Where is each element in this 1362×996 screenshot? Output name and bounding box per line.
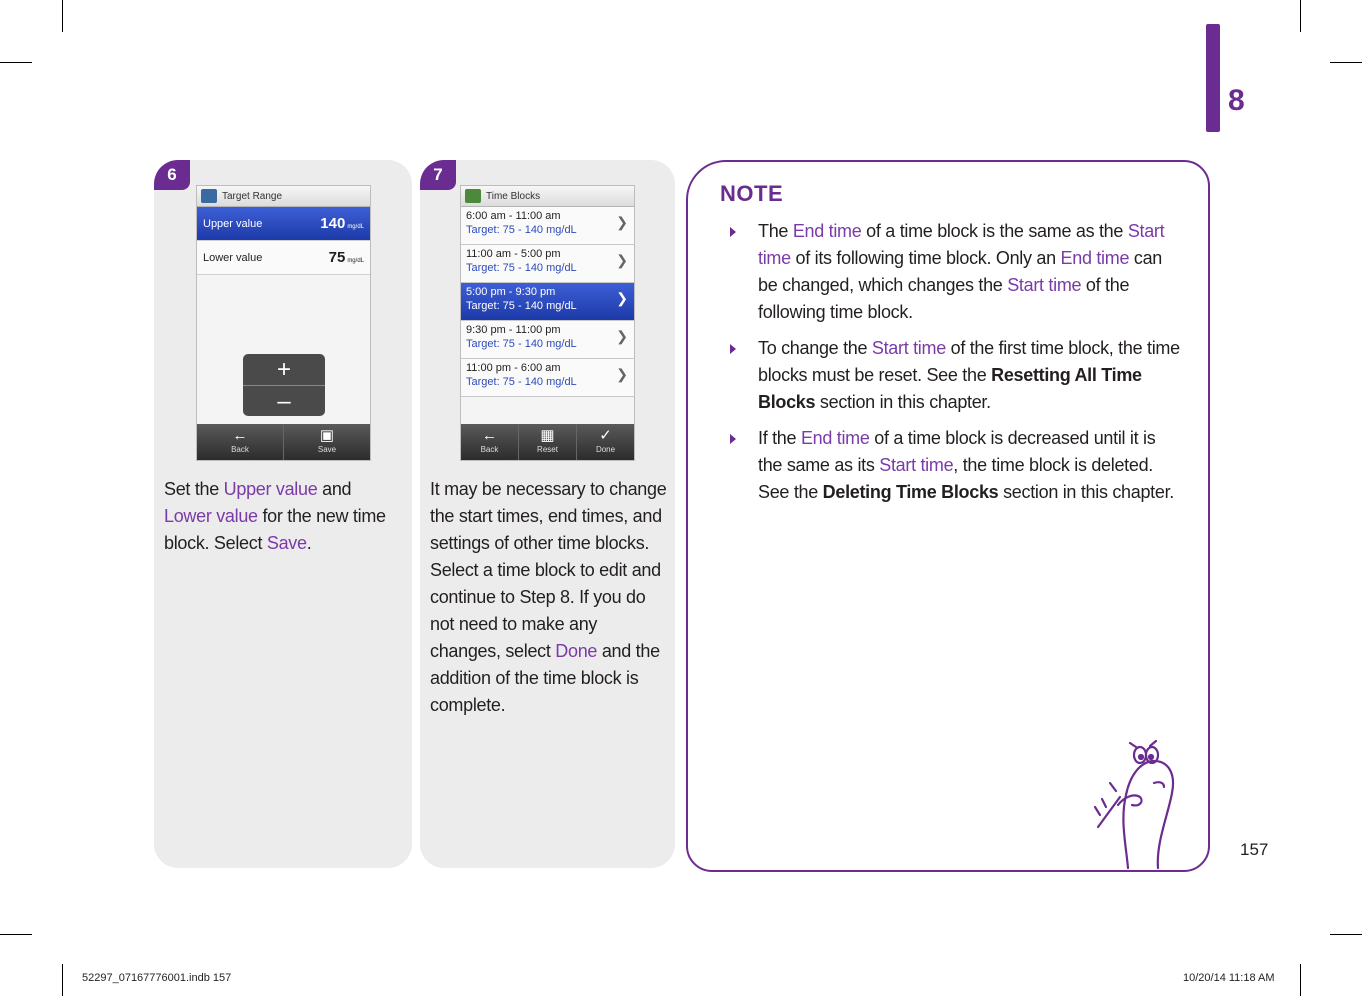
save-button[interactable]	[284, 424, 370, 460]
step-badge: 7	[420, 160, 456, 190]
chevron-right-icon: ❯	[616, 290, 628, 306]
text-run: of a time block is decreased until it is the same as its	[758, 428, 1156, 475]
lower-value: 75	[328, 249, 346, 266]
time-blocks-icon	[465, 189, 481, 203]
screen-header	[461, 186, 634, 207]
text-run: , the time block is deleted. See the	[758, 455, 1154, 502]
crop-mark	[1300, 964, 1301, 996]
text-run: and	[317, 479, 352, 499]
time-range: 11:00 am - 5:00 pm	[466, 248, 561, 260]
screen-footer	[197, 424, 370, 460]
time-block-row[interactable]	[461, 359, 634, 397]
target-range: Target: 75 - 140 mg/dL	[466, 224, 577, 236]
value-stepper	[243, 354, 325, 416]
text-run: section in this chapter.	[815, 392, 991, 412]
target-range: Target: 75 - 140 mg/dL	[466, 262, 577, 274]
highlight-term: Start time	[879, 455, 954, 475]
highlight-term: Start time	[871, 338, 946, 358]
time-range: 11:00 pm - 6:00 am	[466, 362, 561, 374]
crop-mark	[1330, 62, 1362, 63]
chapter-number: 8	[1228, 84, 1245, 117]
text-run: If the	[758, 428, 801, 448]
chevron-right-icon: ❯	[616, 366, 628, 382]
screen-footer	[461, 424, 634, 460]
section-reference: Resetting All Time Blocks	[758, 365, 1142, 412]
bullet-triangle-icon	[730, 344, 736, 354]
bullet-triangle-icon	[730, 434, 736, 444]
crop-mark	[62, 964, 63, 996]
save-label: Save	[317, 445, 337, 454]
note-title: NOTE	[720, 181, 784, 206]
upper-value-row[interactable]	[197, 207, 370, 241]
crop-mark	[1330, 934, 1362, 935]
note-item	[730, 425, 1180, 506]
target-range: Target: 75 - 140 mg/dL	[466, 300, 577, 312]
chevron-right-icon: ❯	[616, 252, 628, 268]
chapter-tab-bar	[1206, 24, 1220, 132]
reset-button[interactable]	[519, 424, 577, 460]
highlight-term: Save	[266, 533, 307, 553]
step-badge: 6	[154, 160, 190, 190]
upper-value-label: Upper value	[203, 217, 263, 230]
text-run: and the addition of the time block is complete.	[430, 641, 660, 715]
highlight-term: End time	[792, 221, 862, 241]
text-run: Set the	[164, 479, 224, 499]
crop-mark	[1300, 0, 1301, 32]
screen-title: Time Blocks	[486, 190, 541, 202]
plus-button[interactable]: +	[243, 354, 325, 386]
time-blocks-screen	[460, 185, 635, 461]
text-run: of a time block is the same as the	[861, 221, 1128, 241]
text-run: .	[306, 533, 312, 553]
note-item	[730, 218, 1180, 326]
crop-mark	[0, 62, 32, 63]
back-arrow-icon: ←	[232, 427, 248, 444]
lower-value-row[interactable]	[197, 241, 370, 275]
thinking-mascot-illustration	[1090, 735, 1200, 870]
save-disk-icon: ▣	[319, 427, 335, 444]
target-range-icon	[201, 189, 217, 203]
crop-mark	[0, 934, 32, 935]
target-range-screen	[196, 185, 371, 461]
chevron-right-icon: ❯	[616, 214, 628, 230]
back-button[interactable]	[461, 424, 519, 460]
step-7-text	[430, 476, 668, 719]
note-item	[730, 335, 1180, 416]
done-button[interactable]	[577, 424, 634, 460]
time-block-row[interactable]	[461, 321, 634, 359]
highlight-term: Start time	[758, 221, 1165, 268]
back-label: Back	[480, 445, 499, 454]
back-arrow-icon: ←	[482, 427, 497, 444]
text-run: of the first time block, the time blocks must be reset. See the	[758, 338, 1180, 385]
text-run: To change the	[758, 338, 872, 358]
lower-value-label: Lower value	[203, 251, 263, 264]
reset-eraser-icon: ▦	[540, 427, 555, 444]
checkmark-icon: ✓	[599, 427, 612, 444]
unit: mg/dL	[347, 224, 364, 230]
minus-button[interactable]: –	[277, 388, 291, 415]
page-number: 157	[1240, 840, 1269, 859]
highlight-term: Done	[555, 641, 598, 661]
text-run: of its following time block. Only an	[790, 248, 1061, 268]
chevron-right-icon: ❯	[616, 328, 628, 344]
highlight-term: End time	[800, 428, 870, 448]
text-run: It may be necessary to change the start times, end times, and settings of other time blocks. Select a time block to edit and continue to Step 8. If you do not need to make any changes, select	[430, 479, 667, 661]
text-run: can be changed, which changes the	[758, 248, 1162, 295]
print-slug-file: 52297_07167776001.indb 157	[82, 972, 232, 984]
target-range: Target: 75 - 140 mg/dL	[466, 338, 577, 350]
target-range: Target: 75 - 140 mg/dL	[466, 376, 577, 388]
time-block-row[interactable]	[461, 245, 634, 283]
text-run: for the new time block. Select	[164, 506, 386, 553]
time-range: 5:00 pm - 9:30 pm	[466, 286, 556, 298]
screen-header	[197, 186, 370, 207]
bullet-triangle-icon	[730, 227, 736, 237]
highlight-term: Upper value	[223, 479, 318, 499]
text-run: The	[758, 221, 793, 241]
crop-mark	[62, 0, 63, 32]
highlight-term: End time	[1060, 248, 1130, 268]
unit: mg/dL	[347, 258, 364, 264]
screen-title: Target Range	[222, 190, 283, 202]
text-run: section in this chapter.	[998, 482, 1174, 502]
back-label: Back	[231, 445, 249, 454]
time-range: 6:00 am - 11:00 am	[466, 210, 561, 222]
highlight-term: Lower value	[164, 506, 258, 526]
done-label: Done	[595, 445, 616, 454]
highlight-term: Start time	[1007, 275, 1082, 295]
time-block-row[interactable]	[461, 207, 634, 245]
text-run: of the following time block.	[758, 275, 1130, 322]
time-block-row-selected[interactable]	[461, 283, 634, 321]
upper-value: 140	[320, 215, 346, 232]
reset-label: Reset	[537, 445, 558, 454]
time-range: 9:30 pm - 11:00 pm	[466, 324, 561, 336]
note-list	[730, 218, 1180, 515]
back-button[interactable]	[197, 424, 284, 460]
step-6-text	[164, 476, 402, 557]
section-reference: Deleting Time Blocks	[822, 482, 999, 502]
print-slug-date: 10/20/14 11:18 AM	[1183, 972, 1275, 984]
